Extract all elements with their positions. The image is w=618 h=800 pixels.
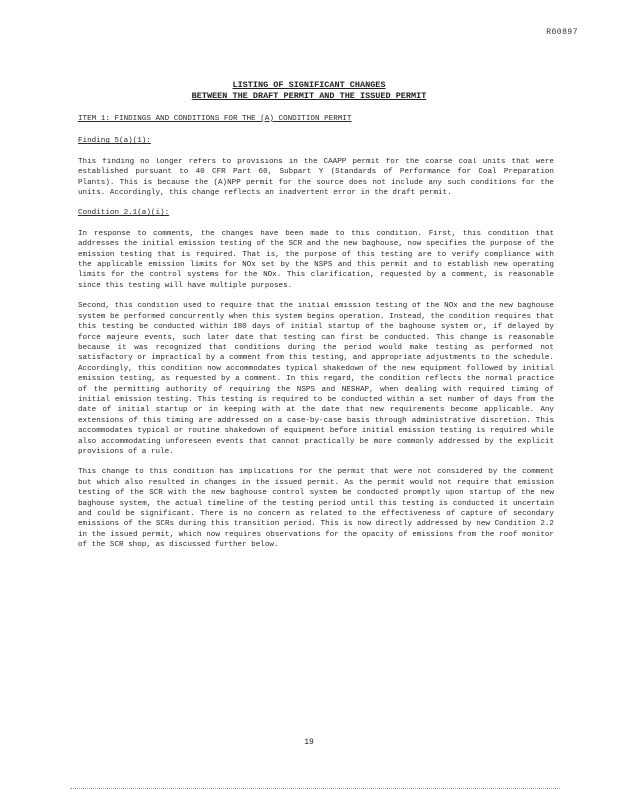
title-line-1: LISTING OF SIGNIFICANT CHANGES [232,80,386,90]
title-line-2: BETWEEN THE DRAFT PERMIT AND THE ISSUED PERMIT [191,91,427,101]
page-number: 19 [304,738,314,747]
paragraph: Second, this condition used to require that the initial emission testing of the NOx and the new baghouse system be performed concurrently when this system begins operation. Instead, the condition requires that this testing be conducted within 180 days of initial startup of the baghouse system or, if delayed by force majeure events, such later date that testing can first be conducted. This change is reasonable because it was recognized that conditions during the period would make testing as performed not satisfactory or impractical by a comment from this testing, and appropriate adjustments to the schedule. Accordingly, this condition now accommodates typical shakedown of the new equipment followed by initial emission testing, as requested by a comment. In this regard, the condition reflects the normal practice of the permitting authority of requiring the NSPS and NESHAP, when dealing with required timing of initial emission testing. This testing is required to be conducted within a set number of days from the date of initial startup or in keeping with at the date that new requirements become applicable. Any extensions of this timing are addressed on a case-by-case basis through administrative discretion. This accommodates typical or routine shakedown of equipment before initial emission testing is required while also accommodating unforeseen events that cannot practically be more commonly addressed by the explicit provisions of a rule. [78,302,554,456]
paragraph: In response to comments, the changes have been made to this condition. First, this condition that addresses the initial emission testing of the SCR and the new baghouse, now specifies the purpose of the emission testing that is required. That is, the purpose of this testing are to verify compliance with the applicable emission limits for NOx set by the NSPS and this permit and to establish new operating limits for the control systems for the NOx. This clarification, requested by a comment, is reasonable since this testing will have multiple purposes. [78,229,554,290]
document-id: R00897 [546,28,578,37]
section-heading: Finding 5(a)(1): [78,137,151,146]
section-finding [78,136,554,198]
section-condition [78,208,554,550]
section-heading: Condition 2.1(a)(i): [78,209,170,218]
document-title [0,80,618,102]
footer-divider [70,788,560,789]
paragraph: This change to this condition has implications for the permit that were not considered by the comment but which also resulted in changes in the issued permit. As the permit would not require that emission testing of the SCR with the new baghouse control system be conducted promptly upon startup of the new baghouse system, the actual timeline of the testing period until this testing is conducted it uncertain and could be significant. There is no concern as related to the effectiveness of capture of secondary emissions of the SCRs during this transition period. This is now directly addressed by new Condition 2.2 in the issued permit, which now requires observations for the opacity of emissions from the roof monitor of the SCR shop, as discussed further below. [78,468,554,550]
item-heading: ITEM 1: FINDINGS AND CONDITIONS FOR THE (A) CONDITION PERMIT [78,115,352,123]
document-body [78,114,554,561]
paragraph: This finding no longer refers to provisions in the CAAPP permit for the coarse coal units that were established pursuant to 40 CFR Part 60, Subpart Y (Standards of Performance for Coal Preparation Plants). This is because the (A)NPP permit for the source does not include any such conditions for the units. Accordingly, this change reflects an inadvertent error in the draft permit. [78,157,554,198]
